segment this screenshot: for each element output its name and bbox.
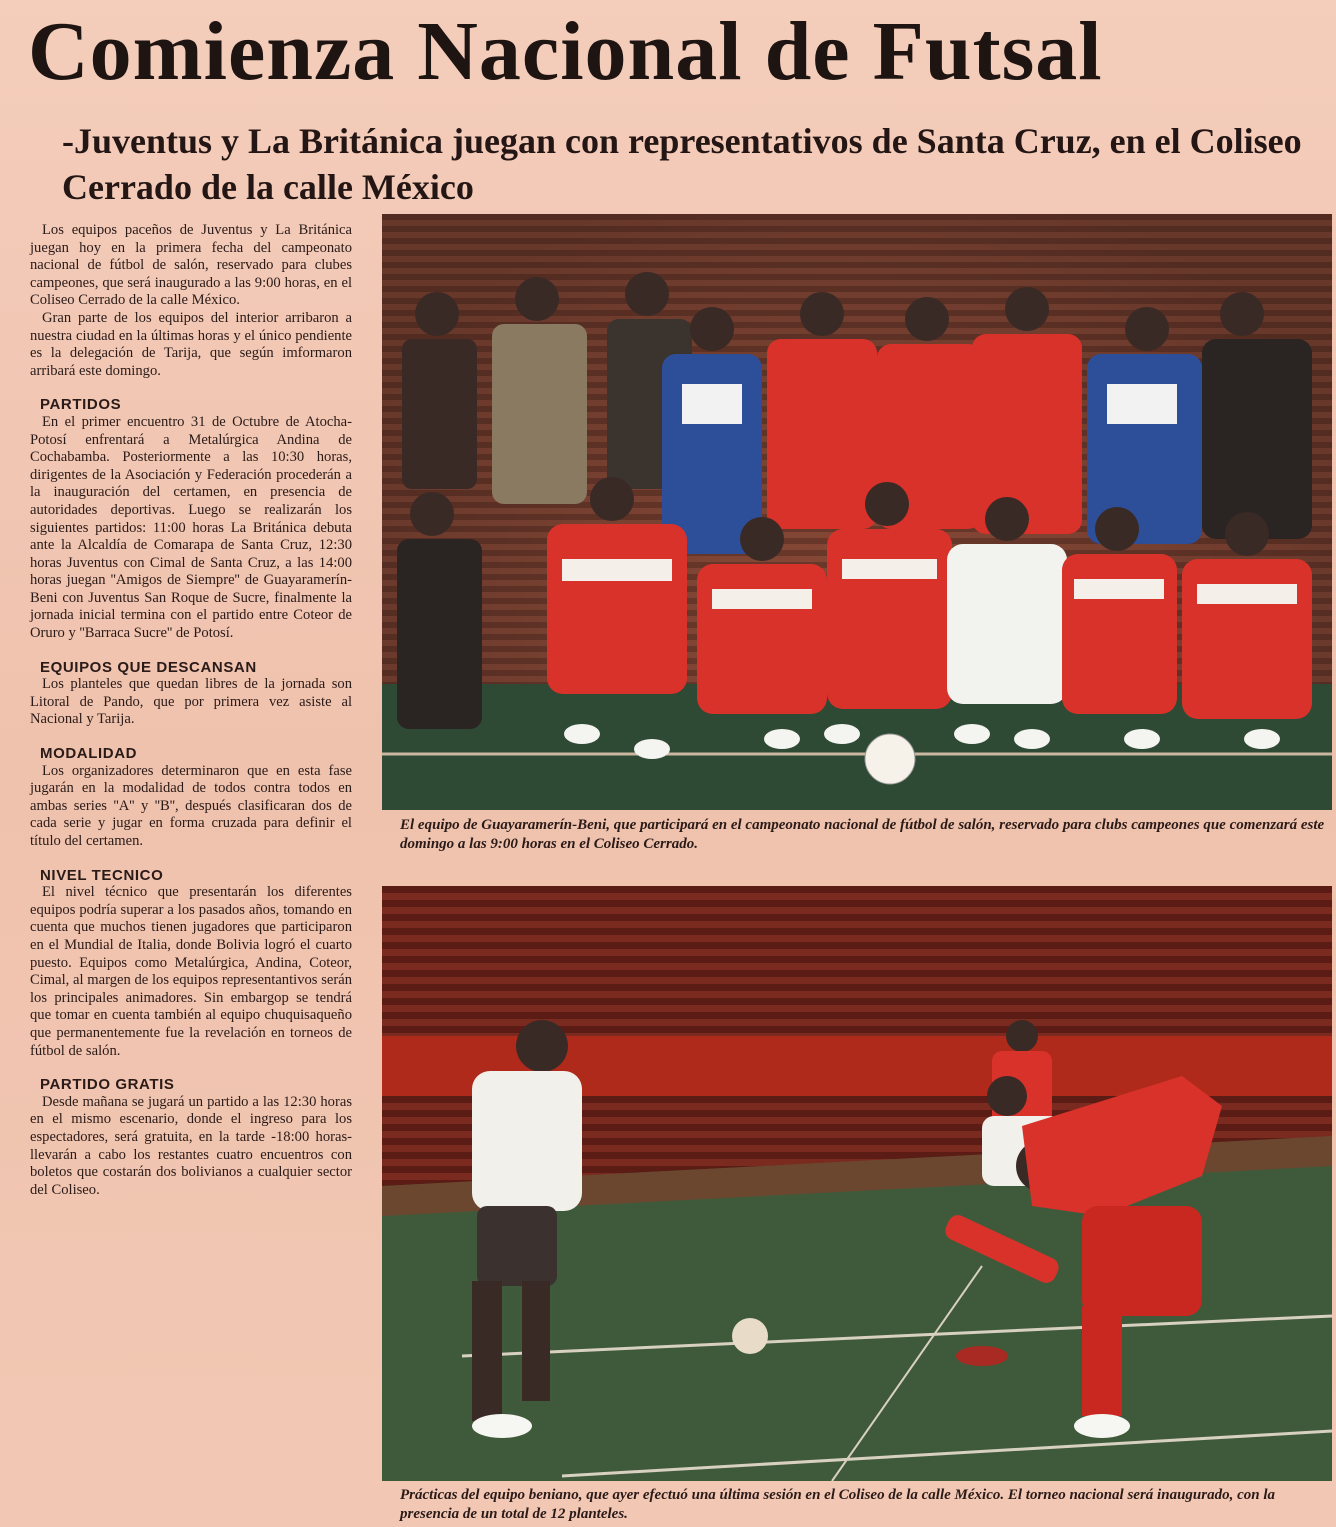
practice-photo-caption: Prácticas del equipo beniano, que ayer efectuó una última sesión en el Coliseo de la calle México. El torneo nacional será inaugurado, con la presencia de un total de 12 planteles. — [400, 1487, 1276, 1522]
intro-paragraph: Gran parte de los equipos del interior arribaron a nuestra ciudad en la últimas horas y el único pendiente es la delegación de Tarija, que según imformaron arribará este domingo. — [30, 309, 352, 379]
team-photo-caption: El equipo de Guayaramerín-Beni, que participará en el campeonato nacional de fútbol de salón, reservado para clubs campeones que comenzará este domingo a las 9:00 horas en el Coliseo Cerrado. — [400, 817, 1325, 852]
section-heading-modalidad: MODALIDAD — [40, 745, 138, 763]
section-text-partido-gratis: Desde mañana se jugará un partido a las 12:30 horas en el mismo escenario, donde el ingreso para los espectadores, será gratuita, en la tarde -18:00 horas- llevarán a cabo los restantes cuatro encuentros con boletos que costarán dos bolivianos a cualquier sector del Coliseo. — [30, 1093, 352, 1198]
practice-photo — [382, 886, 1332, 1481]
section-heading-partidos: PARTIDOS — [40, 396, 122, 414]
section-heading-nivel-tecnico: NIVEL TECNICO — [40, 866, 164, 884]
section-text-equipos-que-descansan: Los planteles que quedan libres de la jornada son Litoral de Pando, que por primera vez asiste al Nacional y Tarija. — [30, 676, 352, 728]
headline: Comienza Nacional de Futsal — [28, 5, 1103, 98]
team-photo-illustration — [382, 214, 1332, 810]
intro-paragraph: Los equipos paceños de Juventus y La Británica juegan hoy en la primera fecha del campeonato nacional de fútbol de salón, reservado para clubes campeones, que será inaugurado a las 9:00 horas, en el Coliseo Cerrado de la calle México. — [30, 222, 352, 309]
subheadline: -Juventus y La Británica juegan con representativos de Santa Cruz, en el Coliseo Cerrado de la calle México — [62, 121, 1302, 207]
team-photo — [382, 214, 1332, 810]
section-text-modalidad: Los organizadores determinaron que en esta fase jugarán en la modalidad de todos contra todos en ambas series ''A'' y ''B'', después clasificaran dos de cada serie y jugar en forma cruzada para definir el título del certamen. — [30, 762, 352, 849]
section-text-nivel-tecnico: El nivel técnico que presentarán los diferentes equipos podría superar a los pasados años, tomando en cuenta que muchos tienen jugadores que participaron en el Mundial de Italia, donde Bolivia logró el cuarto puesto. Equipos como Metalúrgica, Andina, Coteor, Cimal, al margen de los equipos representantivos serán los principales animadores. Sin embargop se tendrá que tomar en cuenta también al equipo chuquisaqueño que permanentemente fue la revelación en torneos de fútbol de salón. — [30, 884, 352, 1059]
section-text-partidos: En el primer encuentro 31 de Octubre de Atocha-Potosí enfrentará a Metalúrgica Andina de Cochabamba. Posteriormente a las 10:30 horas, dirigentes de la Asociación y Federación procederán a la inauguración del certamen, en presencia de autoridades deportivas. Luego se realizarán los siguientes partidos: 11:00 horas La Británica debuta ante la Alcaldía de Comarapa de Santa Cruz, 12:30 horas Juventus con Cimal de Santa Cruz, a las 14:00 horas juegan ''Amigos de Siempre'' de Guayaramerín-Beni con Juventus San Roque de Sucre, finalmente la jornada inicial termina con el partido entre Coteor de Oruro y ''Barraca Sucre'' de Potosí. — [30, 413, 352, 642]
section-heading-partido-gratis: PARTIDO GRATIS — [40, 1076, 175, 1094]
section-heading-equipos-que-descansan: EQUIPOS QUE DESCANSAN — [40, 658, 257, 676]
practice-photo-illustration — [382, 886, 1332, 1481]
article-body — [30, 222, 352, 1522]
